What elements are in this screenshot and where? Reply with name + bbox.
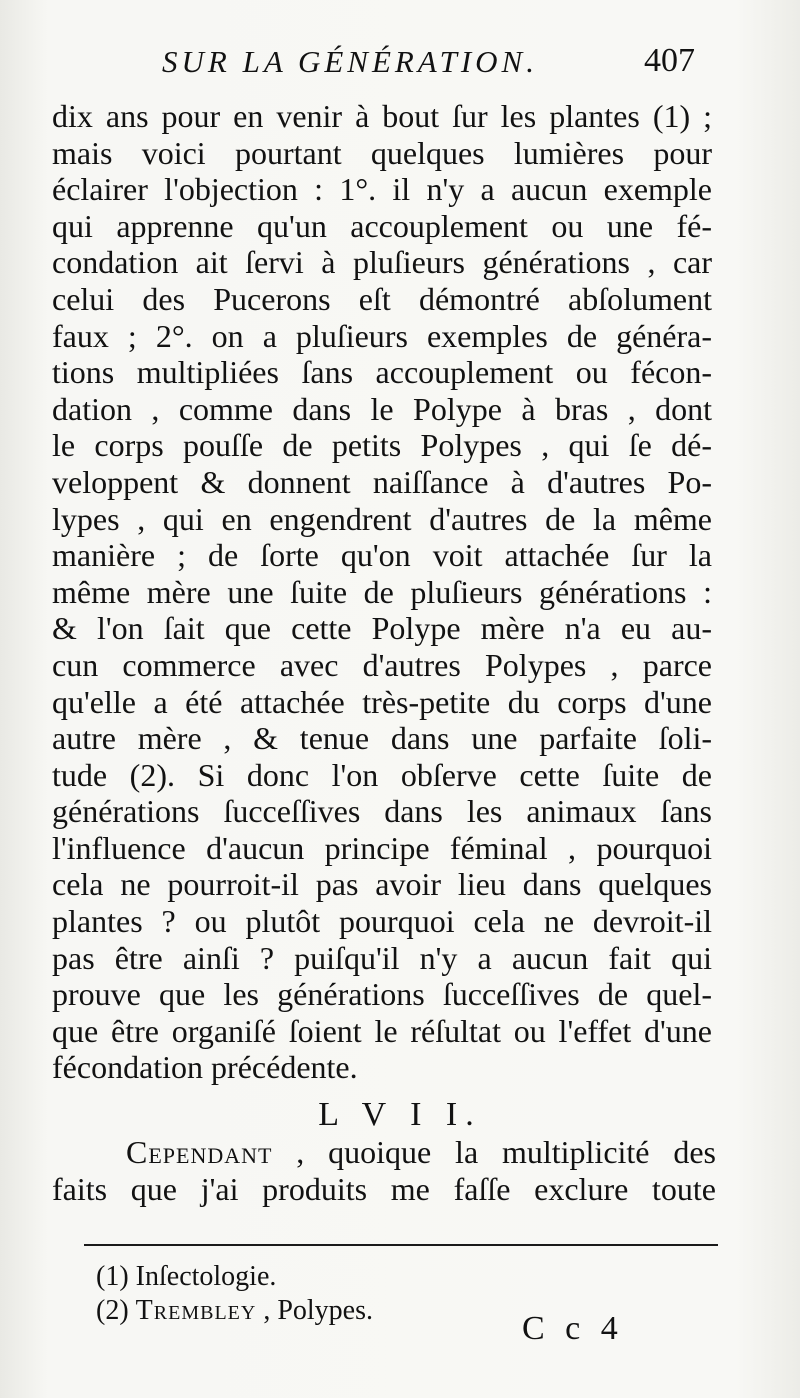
text-line: cun commerce avec d'autres Polypes , parce [52,646,712,683]
page-number: 407 [644,42,695,79]
text-line: qui apprenne qu'un accouplement ou une fé- [52,207,712,244]
text-line: manière ; de ſorte qu'on voit attachée ſur la [52,537,712,574]
text-line: autre mère , & tenue dans une parfaite ſoli- [52,720,712,757]
text-line: qu'elle a été attachée très-petite du corps d'une [52,683,712,720]
text-line: tude (2). Si donc l'on obſerve cette ſuite de [52,756,712,793]
text-line: dation , comme dans le Polype à bras , dont [52,390,712,427]
footnote-rule [84,1244,718,1246]
signature-mark: C c 4 [522,1310,624,1347]
text-line: plantes ? ou plutôt pourquoi cela ne devroit-il [52,903,712,940]
text-line: pas être ainſi ? puiſqu'il n'y a aucun fait qui [52,939,712,976]
text-line: lypes , qui en engendrent d'autres de la même [52,500,712,537]
footnote-marker: (2) [96,1295,136,1326]
paragraph-continued [52,98,712,1086]
text-line: même mère une ſuite de pluſieurs générations : [52,573,712,610]
text-line: tions multipliées ſans accouplement ou fécon- [52,354,712,391]
paragraph-new [52,1134,716,1207]
text-line: l'influence d'aucun principe féminal , pourquoi [52,829,712,866]
text-line: & l'on ſait que cette Polype mère n'a eu au- [52,610,712,647]
text-line: fécondation précédente. [52,1049,358,1086]
text-line: cela ne pourroit-il pas avoir lieu dans quelques [52,866,712,903]
lead-word: Cependant [126,1134,273,1170]
section-heading: L V I I. [318,1096,482,1133]
text-line: faux ; 2°. on a pluſieurs exemples de généra- [52,317,712,354]
text-line: le corps pouſſe de petits Polypes , qui ſe dé- [52,427,712,464]
text-line: faits que j'ai produits me faſſe exclure toute [52,1170,716,1207]
text-line: prouve que les générations ſucceſſives de quel- [52,976,712,1013]
footnote-text: , Polypes. [256,1295,374,1326]
page-header [0,40,800,90]
footnote-1 [96,1260,696,1294]
text-line: que être organiſé ſoient le réſultat ou l'effet d'une [52,1012,712,1049]
text-line: mais voici pourtant quelques lumières pour [52,134,712,171]
text-line: dix ans pour en venir à bout ſur les plantes (1) ; [52,98,712,134]
running-title: SUR LA GÉNÉRATION. [162,44,538,79]
footnote-author: Trembley [135,1295,257,1326]
text-line: condation ait ſervi à pluſieurs générations , car [52,244,712,281]
text-line: générations ſucceſſives dans les animaux ſans [52,793,712,830]
footnote-marker: (1) [96,1261,136,1292]
text-line: celui des Pucerons eſt démontré abſolument [52,280,712,317]
text-line: éclairer l'objection : 1°. il n'y a aucun exemple [52,171,712,208]
footnote-text: Inſectologie. [135,1261,277,1292]
text-line-first [126,1134,716,1171]
text-line: veloppent & donnent naiſſance à d'autres Po- [52,463,712,500]
first-line-rest: , quoique la multiplicité des [272,1134,716,1170]
